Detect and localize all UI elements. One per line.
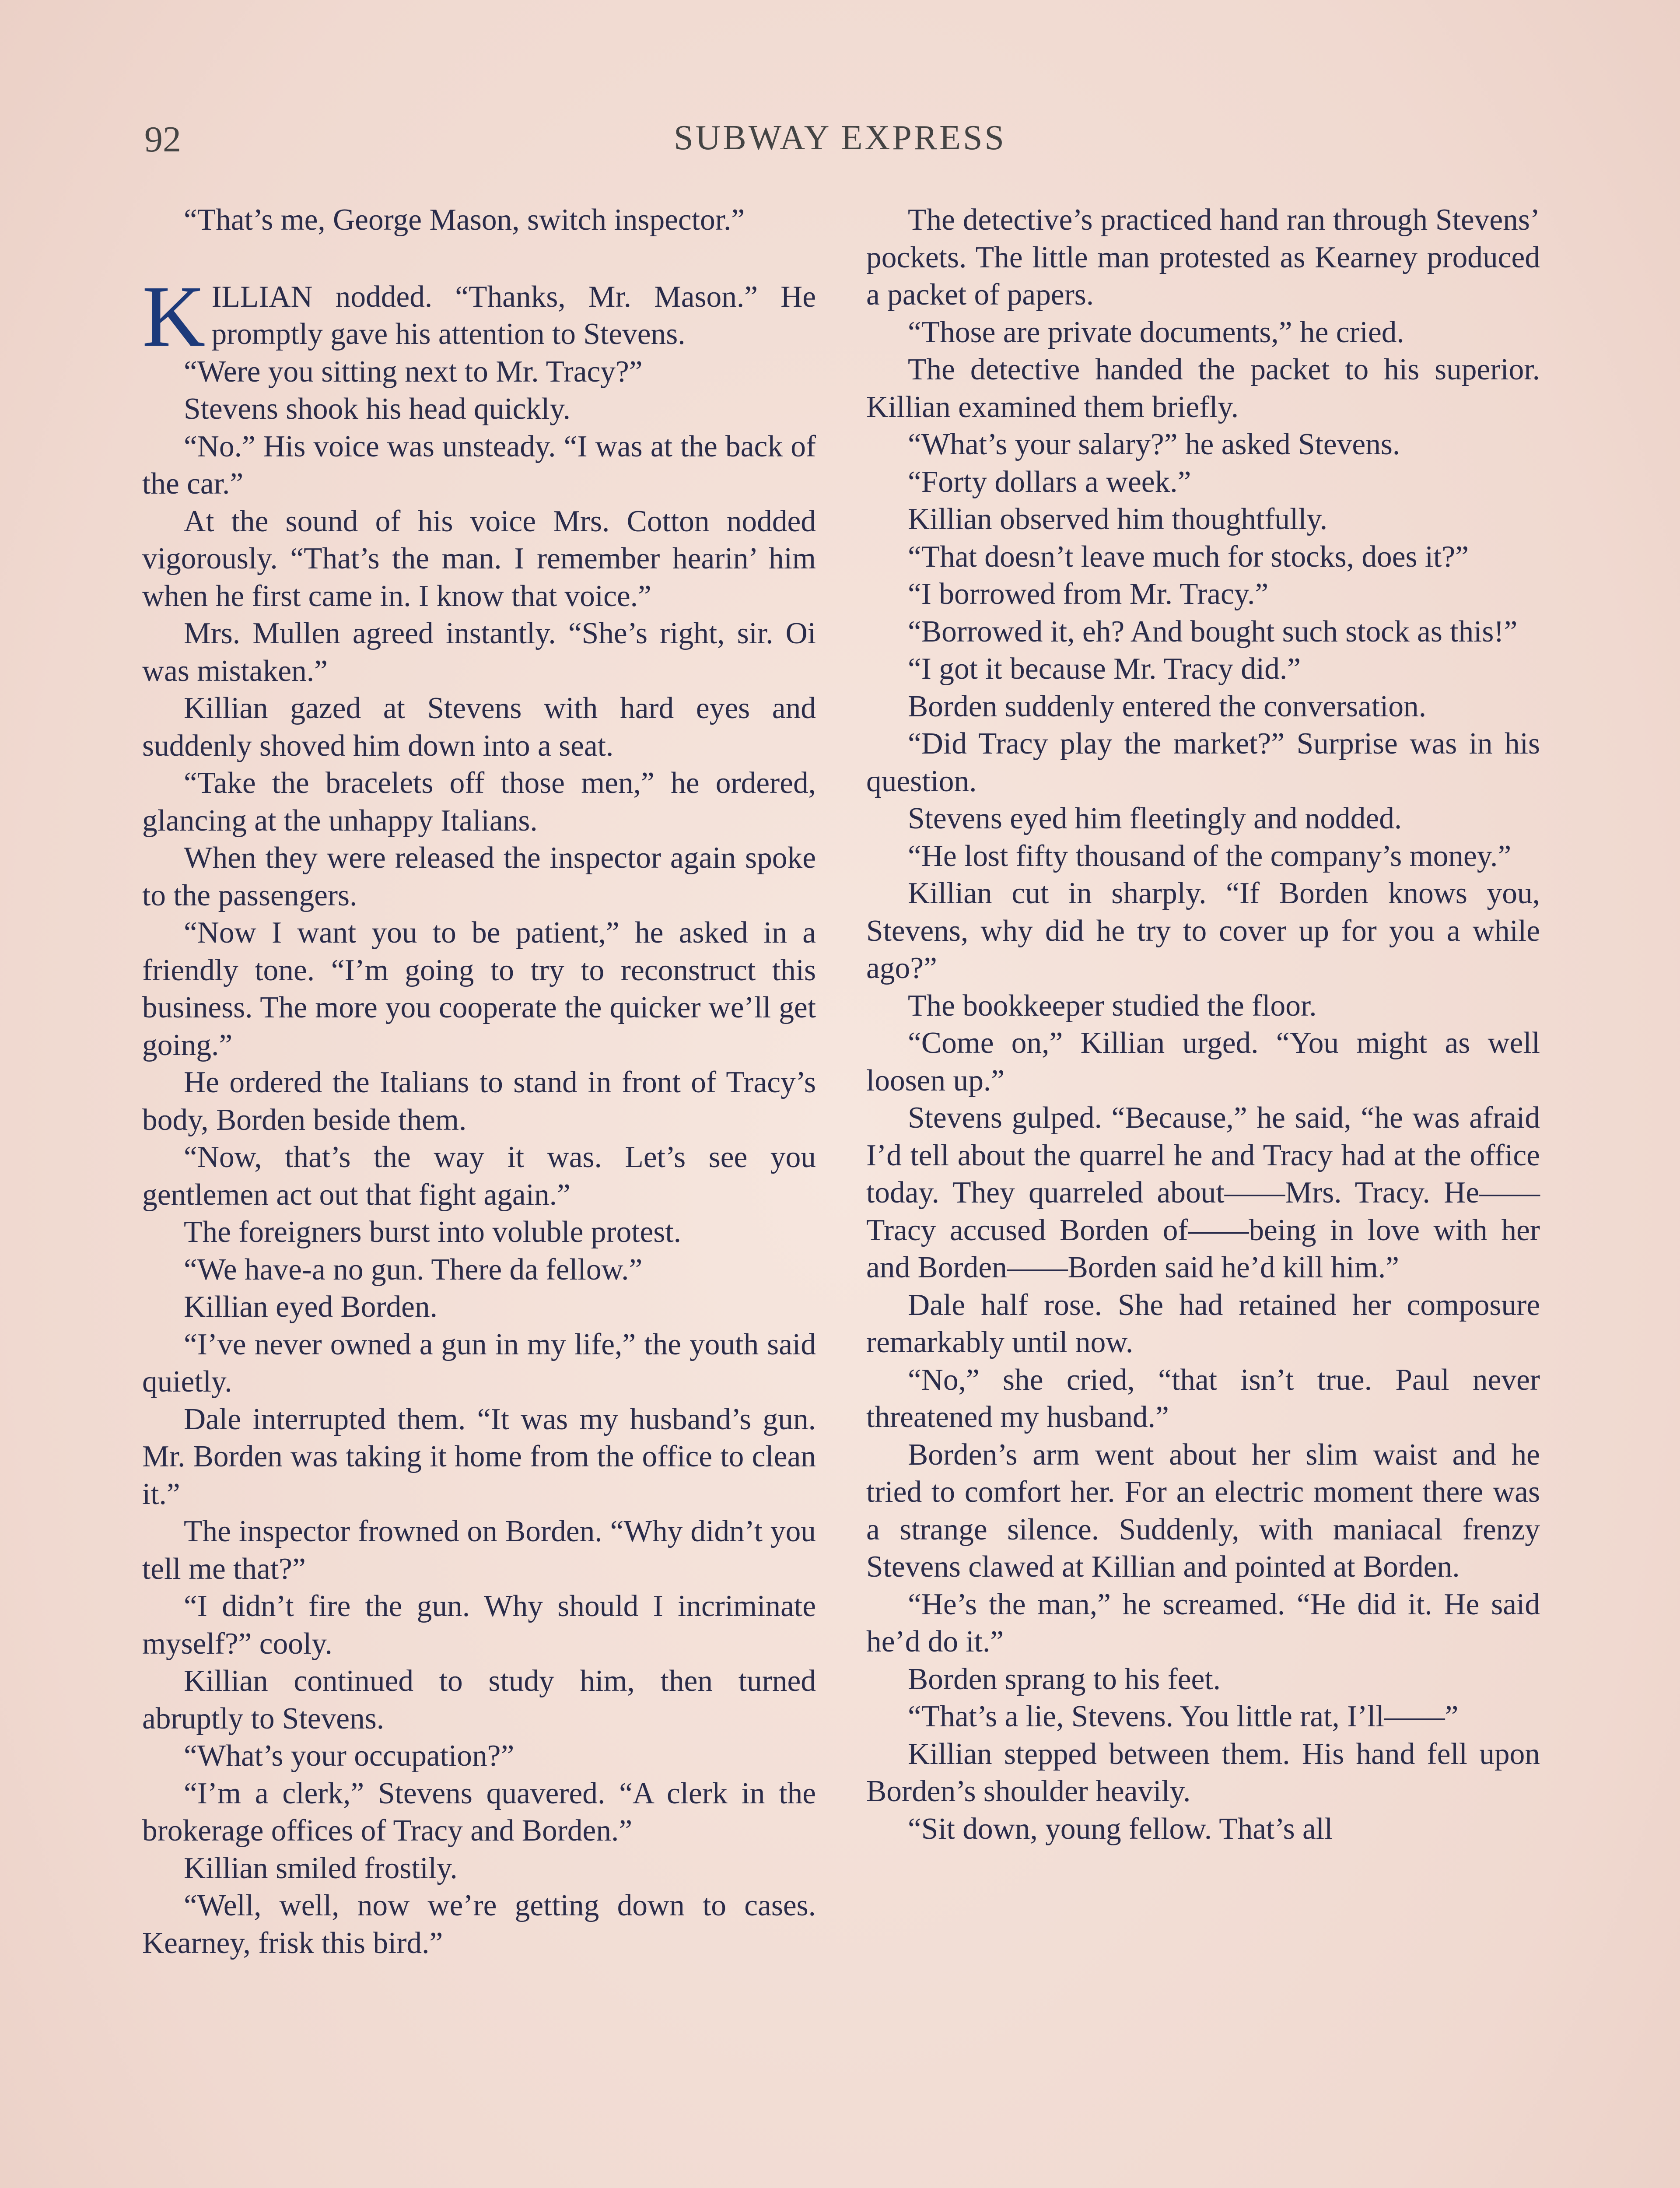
paragraph: Stevens eyed him fleetingly and nodded. bbox=[908, 802, 1402, 835]
paragraph: Killian gazed at Stevens with hard eyes and suddenly shoved him down into a seat. bbox=[142, 691, 816, 763]
paragraph: “Take the bracelets off those men,” he ordered, glancing at the unhappy Italians. bbox=[142, 766, 816, 838]
paragraph: “That’s a lie, Stevens. You little rat, I’ll——” bbox=[908, 1700, 1459, 1733]
paragraph: “Come on,” Killian urged. “You might as well loosen up.” bbox=[866, 1026, 1540, 1098]
paragraph: “We have-a no gun. There da fellow.” bbox=[184, 1252, 643, 1287]
paragraph: Borden suddenly entered the conversation. bbox=[908, 689, 1427, 723]
paragraph: “I didn’t fire the gun. Why should I incriminate myself?” cooly. bbox=[142, 1589, 816, 1661]
paragraph: The detective’s practiced hand ran through Stevens’ pockets. The little man protested as Kearney produced a packet of papers. bbox=[866, 203, 1540, 312]
paragraph: “Now I want you to be patient,” he asked in a friendly tone. “I’m going to try to reconstruct this business. The more you cooperate the quicker we’ll get going.” bbox=[142, 916, 816, 1062]
paragraph: Killian cut in sharply. “If Borden knows you, Stevens, why did he try to cover up for you a while ago?” bbox=[866, 877, 1540, 985]
paragraph: “What’s your salary?” he asked Stevens. bbox=[908, 428, 1400, 461]
running-title: SUBWAY EXPRESS bbox=[674, 119, 1006, 157]
paragraph: The bookkeeper studied the floor. bbox=[908, 989, 1317, 1023]
paragraph: “That doesn’t leave much for stocks, does it?” bbox=[908, 540, 1469, 574]
paragraph: “No.” His voice was unsteady. “I was at the back of the car.” bbox=[142, 429, 816, 501]
paragraph: “Borrowed it, eh? And bought such stock as this!” bbox=[908, 614, 1518, 649]
right-column bbox=[866, 201, 1540, 1848]
dropcap-paragraph bbox=[142, 268, 816, 365]
left-column bbox=[142, 201, 816, 1962]
paragraph: Borden sprang to his feet. bbox=[908, 1662, 1221, 1696]
paragraph: “Those are private documents,” he cried. bbox=[908, 315, 1404, 349]
paragraph: “Forty dollars a week.” bbox=[908, 465, 1191, 499]
paragraph: The detective handed the packet to his superior. Killian examined them briefly. bbox=[866, 353, 1540, 424]
paragraph: Killian smiled frostily. bbox=[184, 1851, 458, 1885]
paragraph: “Now, that’s the way it was. Let’s see you gentlemen act out that fight again.” bbox=[142, 1140, 816, 1212]
page-header bbox=[0, 118, 1680, 166]
paragraph: At the sound of his voice Mrs. Cotton nodded vigorously. “That’s the man. I remember hearin’ him when he first came in. I know that voice.” bbox=[142, 504, 816, 613]
drop-cap: K bbox=[142, 268, 206, 365]
paragraph: Dale interrupted them. “It was my husband’s gun. Mr. Borden was taking it home from the office to clean it.” bbox=[142, 1402, 816, 1511]
paragraph: Stevens gulped. “Because,” he said, “he was afraid I’d tell about the quarrel he and Tracy had at the office today. They quarreled about——Mrs. Tracy. He——Tracy accused Borden of——being in love with her and Borden——Borden said he’d kill him.” bbox=[866, 1101, 1540, 1284]
paragraph: “I got it because Mr. Tracy did.” bbox=[908, 652, 1301, 686]
paragraph: The inspector frowned on Borden. “Why didn’t you tell me that?” bbox=[142, 1515, 816, 1586]
paragraph: “He lost fifty thousand of the company’s money.” bbox=[908, 839, 1512, 873]
paragraph: Killian observed him thoughtfully. bbox=[908, 502, 1328, 536]
paragraph: “I borrowed from Mr. Tracy.” bbox=[908, 577, 1269, 611]
paragraph: Killian stepped between them. His hand fell upon Borden’s shoulder heavily. bbox=[866, 1737, 1540, 1808]
paragraph: Killian continued to study him, then turned abruptly to Stevens. bbox=[142, 1664, 816, 1736]
paragraph: He ordered the Italians to stand in front of Tracy’s body, Borden beside them. bbox=[142, 1066, 816, 1137]
paragraph: “Well, well, now we’re getting down to cases. Kearney, frisk this bird.” bbox=[142, 1889, 816, 1960]
paragraph: Mrs. Mullen agreed instantly. “She’s right, sir. Oi was mistaken.” bbox=[142, 617, 816, 688]
paragraph: “I’ve never owned a gun in my life,” the youth said quietly. bbox=[142, 1327, 816, 1399]
paragraph: “What’s your occupation?” bbox=[184, 1739, 514, 1773]
paragraph: The foreigners burst into voluble protest. bbox=[184, 1215, 681, 1249]
paragraph: “Were you sitting next to Mr. Tracy?” bbox=[184, 354, 643, 389]
paragraph: “Sit down, young fellow. That’s all bbox=[908, 1812, 1333, 1846]
paragraph: When they were released the inspector again spoke to the passengers. bbox=[142, 841, 816, 912]
paragraph: Killian eyed Borden. bbox=[184, 1290, 438, 1324]
paragraph: Dale half rose. She had retained her composure remarkably until now. bbox=[866, 1288, 1540, 1359]
paragraph: Stevens shook his head quickly. bbox=[184, 392, 570, 426]
paragraph: “Did Tracy play the market?” Surprise was in his question. bbox=[866, 727, 1540, 798]
paragraph: Borden’s arm went about her slim waist and he tried to comfort her. For an electric moment there was a strange silence. Suddenly, with maniacal frenzy Stevens clawed at Killian and pointed at Borden. bbox=[866, 1438, 1540, 1584]
paragraph: “He’s the man,” he screamed. “He did it. He said he’d do it.” bbox=[866, 1587, 1540, 1659]
paragraph-text: ILLIAN nodded. “Thanks, Mr. Mason.” He promptly gave his attention to Stevens. bbox=[211, 280, 816, 351]
page-number: 92 bbox=[144, 119, 181, 160]
paragraph: “That’s me, George Mason, switch inspector.” bbox=[184, 203, 745, 237]
paragraph: “No,” she cried, “that isn’t true. Paul never threatened my husband.” bbox=[866, 1363, 1540, 1434]
paragraph: “I’m a clerk,” Stevens quavered. “A clerk in the brokerage offices of Tracy and Borden.” bbox=[142, 1776, 816, 1848]
